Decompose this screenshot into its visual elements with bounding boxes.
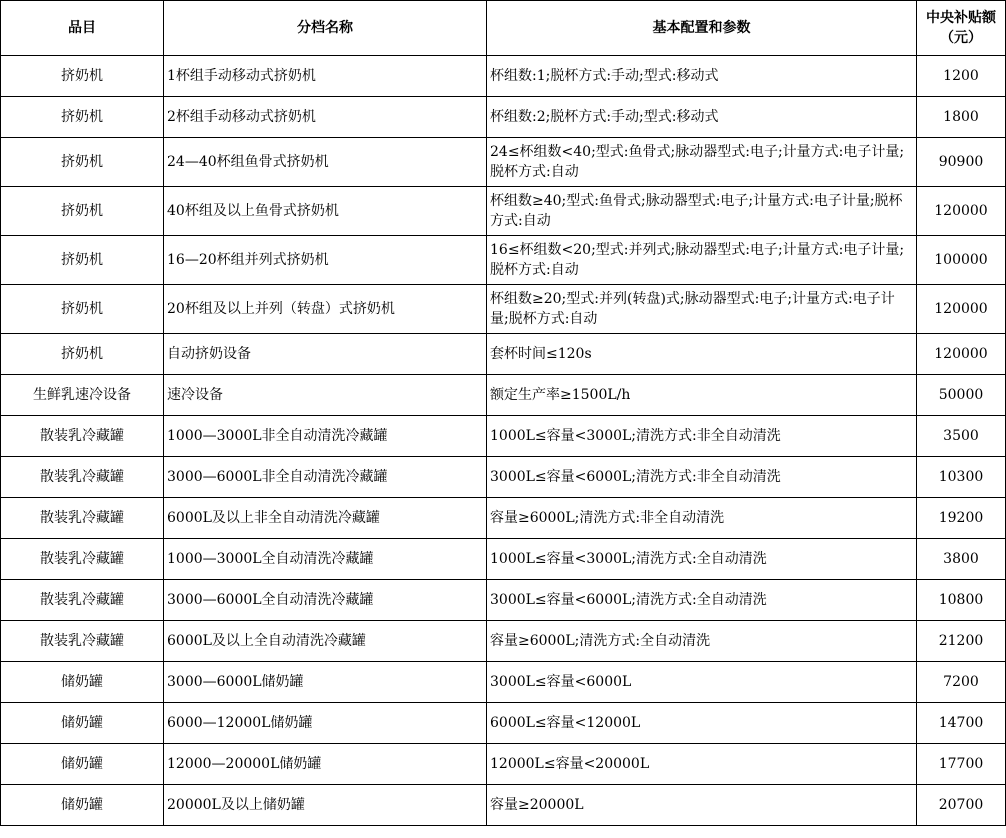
config-cell: 3000L≤容量<6000L;清洗方式:非全自动清洗: [487, 457, 917, 498]
table-row: [1, 580, 1006, 621]
tier-name-cell: 16—20杯组并列式挤奶机: [164, 236, 487, 285]
category-cell: 挤奶机: [1, 334, 164, 375]
config-cell: 1000L≤容量<3000L;清洗方式:全自动清洗: [487, 539, 917, 580]
subsidy-cell: 19200: [917, 498, 1006, 539]
category-cell: 挤奶机: [1, 56, 164, 97]
config-cell: 杯组数:2;脱杯方式:手动;型式:移动式: [487, 97, 917, 138]
category-cell: 储奶罐: [1, 744, 164, 785]
category-cell: 挤奶机: [1, 97, 164, 138]
config-cell: 3000L≤容量<6000L: [487, 662, 917, 703]
subsidy-cell: 120000: [917, 334, 1006, 375]
tier-name-cell: 40杯组及以上鱼骨式挤奶机: [164, 187, 487, 236]
subsidy-cell: 120000: [917, 187, 1006, 236]
category-cell: 散装乳冷藏罐: [1, 539, 164, 580]
table-row: [1, 334, 1006, 375]
tier-name-cell: 20000L及以上储奶罐: [164, 785, 487, 826]
table-row: [1, 457, 1006, 498]
header-row: [1, 1, 1006, 56]
tier-name-cell: 24—40杯组鱼骨式挤奶机: [164, 138, 487, 187]
config-cell: 1000L≤容量<3000L;清洗方式:非全自动清洗: [487, 416, 917, 457]
category-cell: 挤奶机: [1, 138, 164, 187]
config-cell: 杯组数≥20;型式:并列(转盘)式;脉动器型式:电子;计量方式:电子计量;脱杯方式:自动: [487, 285, 917, 334]
config-cell: 额定生产率≥1500L/h: [487, 375, 917, 416]
subsidy-cell: 1800: [917, 97, 1006, 138]
config-cell: 24≤杯组数<40;型式:鱼骨式;脉动器型式:电子;计量方式:电子计量;脱杯方式:自动: [487, 138, 917, 187]
table-row: [1, 285, 1006, 334]
subsidy-cell: 21200: [917, 621, 1006, 662]
config-cell: 容量≥20000L: [487, 785, 917, 826]
category-cell: 散装乳冷藏罐: [1, 621, 164, 662]
subsidy-cell: 10800: [917, 580, 1006, 621]
subsidy-cell: 120000: [917, 285, 1006, 334]
tier-name-cell: 12000—20000L储奶罐: [164, 744, 487, 785]
category-cell: 挤奶机: [1, 187, 164, 236]
header-config: 基本配置和参数: [487, 1, 917, 56]
tier-name-cell: 1杯组手动移动式挤奶机: [164, 56, 487, 97]
table-row: [1, 621, 1006, 662]
config-cell: 套杯时间≤120s: [487, 334, 917, 375]
config-cell: 12000L≤容量<20000L: [487, 744, 917, 785]
category-cell: 储奶罐: [1, 703, 164, 744]
table-row: [1, 539, 1006, 580]
subsidy-cell: 50000: [917, 375, 1006, 416]
subsidy-cell: 14700: [917, 703, 1006, 744]
tier-name-cell: 自动挤奶设备: [164, 334, 487, 375]
tier-name-cell: 6000—12000L储奶罐: [164, 703, 487, 744]
subsidy-cell: 20700: [917, 785, 1006, 826]
table-row: [1, 744, 1006, 785]
tier-name-cell: 2杯组手动移动式挤奶机: [164, 97, 487, 138]
config-cell: 容量≥6000L;清洗方式:非全自动清洗: [487, 498, 917, 539]
table-row: [1, 236, 1006, 285]
category-cell: 挤奶机: [1, 285, 164, 334]
tier-name-cell: 1000—3000L全自动清洗冷藏罐: [164, 539, 487, 580]
table-row: [1, 56, 1006, 97]
subsidy-cell: 3800: [917, 539, 1006, 580]
category-cell: 生鲜乳速冷设备: [1, 375, 164, 416]
subsidy-cell: 100000: [917, 236, 1006, 285]
config-cell: 3000L≤容量<6000L;清洗方式:全自动清洗: [487, 580, 917, 621]
category-cell: 散装乳冷藏罐: [1, 457, 164, 498]
tier-name-cell: 3000—6000L非全自动清洗冷藏罐: [164, 457, 487, 498]
subsidy-cell: 7200: [917, 662, 1006, 703]
config-cell: 16≤杯组数<20;型式:并列式;脉动器型式:电子;计量方式:电子计量;脱杯方式:自动: [487, 236, 917, 285]
category-cell: 散装乳冷藏罐: [1, 416, 164, 457]
subsidy-cell: 90900: [917, 138, 1006, 187]
category-cell: 储奶罐: [1, 785, 164, 826]
table-row: [1, 187, 1006, 236]
category-cell: 储奶罐: [1, 662, 164, 703]
tier-name-cell: 速冷设备: [164, 375, 487, 416]
subsidy-cell: 10300: [917, 457, 1006, 498]
config-cell: 6000L≤容量<12000L: [487, 703, 917, 744]
category-cell: 挤奶机: [1, 236, 164, 285]
table-row: [1, 662, 1006, 703]
tier-name-cell: 3000—6000L储奶罐: [164, 662, 487, 703]
table-row: [1, 375, 1006, 416]
tier-name-cell: 3000—6000L全自动清洗冷藏罐: [164, 580, 487, 621]
table-row: [1, 416, 1006, 457]
tier-name-cell: 20杯组及以上并列（转盘）式挤奶机: [164, 285, 487, 334]
config-cell: 杯组数:1;脱杯方式:手动;型式:移动式: [487, 56, 917, 97]
header-tier-name: 分档名称: [164, 1, 487, 56]
tier-name-cell: 6000L及以上非全自动清洗冷藏罐: [164, 498, 487, 539]
subsidy-cell: 17700: [917, 744, 1006, 785]
table-row: [1, 785, 1006, 826]
config-cell: 容量≥6000L;清洗方式:全自动清洗: [487, 621, 917, 662]
subsidy-cell: 1200: [917, 56, 1006, 97]
subsidy-cell: 3500: [917, 416, 1006, 457]
table-row: [1, 97, 1006, 138]
header-subsidy: 中央补贴额（元）: [917, 1, 1006, 56]
table-row: [1, 498, 1006, 539]
table-row: [1, 138, 1006, 187]
header-category: 品目: [1, 1, 164, 56]
category-cell: 散装乳冷藏罐: [1, 498, 164, 539]
config-cell: 杯组数≥40;型式:鱼骨式;脉动器型式:电子;计量方式:电子计量;脱杯方式:自动: [487, 187, 917, 236]
table-row: [1, 703, 1006, 744]
tier-name-cell: 1000—3000L非全自动清洗冷藏罐: [164, 416, 487, 457]
category-cell: 散装乳冷藏罐: [1, 580, 164, 621]
tier-name-cell: 6000L及以上全自动清洗冷藏罐: [164, 621, 487, 662]
